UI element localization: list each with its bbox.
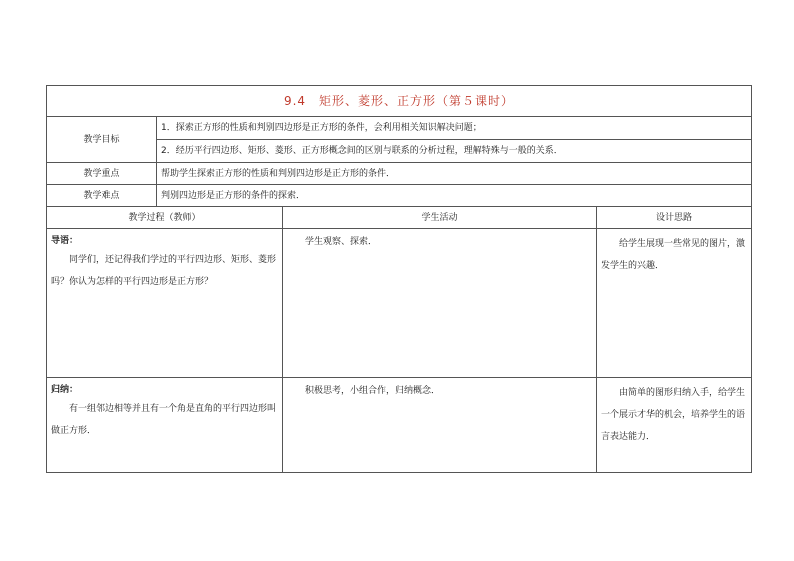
header-student: 学生活动 [283,207,597,229]
row-heading: 归纳： [51,385,79,395]
row-heading: 导语： [51,236,79,246]
difficulty-row [47,185,752,207]
student-cell [283,378,597,473]
teacher-text: 有一组邻边相等并且有一个角是直角的平行四边形叫做正方形． [51,404,277,436]
process-header-row [47,207,752,229]
process-row [47,378,752,473]
teacher-text: 同学们，还记得我们学过的平行四边形、矩形、菱形吗？你认为怎样的平行四边形是正方形？ [51,255,277,287]
key-point-text: 帮助学生探索正方形的性质和判别四边形是正方形的条件． [157,163,752,185]
design-text: 由简单的图形归纳入手，给学生一个展示才华的机会，培养学生的语言表达能力． [601,388,746,442]
student-text: 学生观察、探索． [305,237,378,247]
lesson-title: 9.4 矩形、菱形、正方形（第５课时） [47,86,752,117]
objective-item-1: 1．探索正方形的性质和判别四边形是正方形的条件，会利用相关知识解决问题； [157,117,752,140]
design-cell [597,229,752,378]
key-point-label: 教学重点 [47,163,157,185]
process-row [47,229,752,378]
header-teacher: 教学过程（教师） [47,207,283,229]
teacher-cell [47,378,283,473]
objective-item-2: 2．经历平行四边形、矩形、菱形、正方形概念间的区别与联系的分析过程，理解特殊与一般的关系． [157,140,752,163]
student-text: 积极思考，小组合作，归纳概念． [305,386,441,396]
difficulty-label: 教学难点 [47,185,157,207]
header-design: 设计思路 [597,207,752,229]
title-row [47,86,752,117]
student-cell [283,229,597,378]
lesson-plan-table [46,85,752,473]
lesson-plan [46,85,751,473]
objectives-row [47,117,752,140]
key-point-row [47,163,752,185]
design-cell [597,378,752,473]
difficulty-text: 判别四边形是正方形的条件的探索． [157,185,752,207]
teacher-cell [47,229,283,378]
design-text: 给学生展现一些常见的图片，激发学生的兴趣． [601,239,746,271]
objectives-label: 教学目标 [47,117,157,163]
